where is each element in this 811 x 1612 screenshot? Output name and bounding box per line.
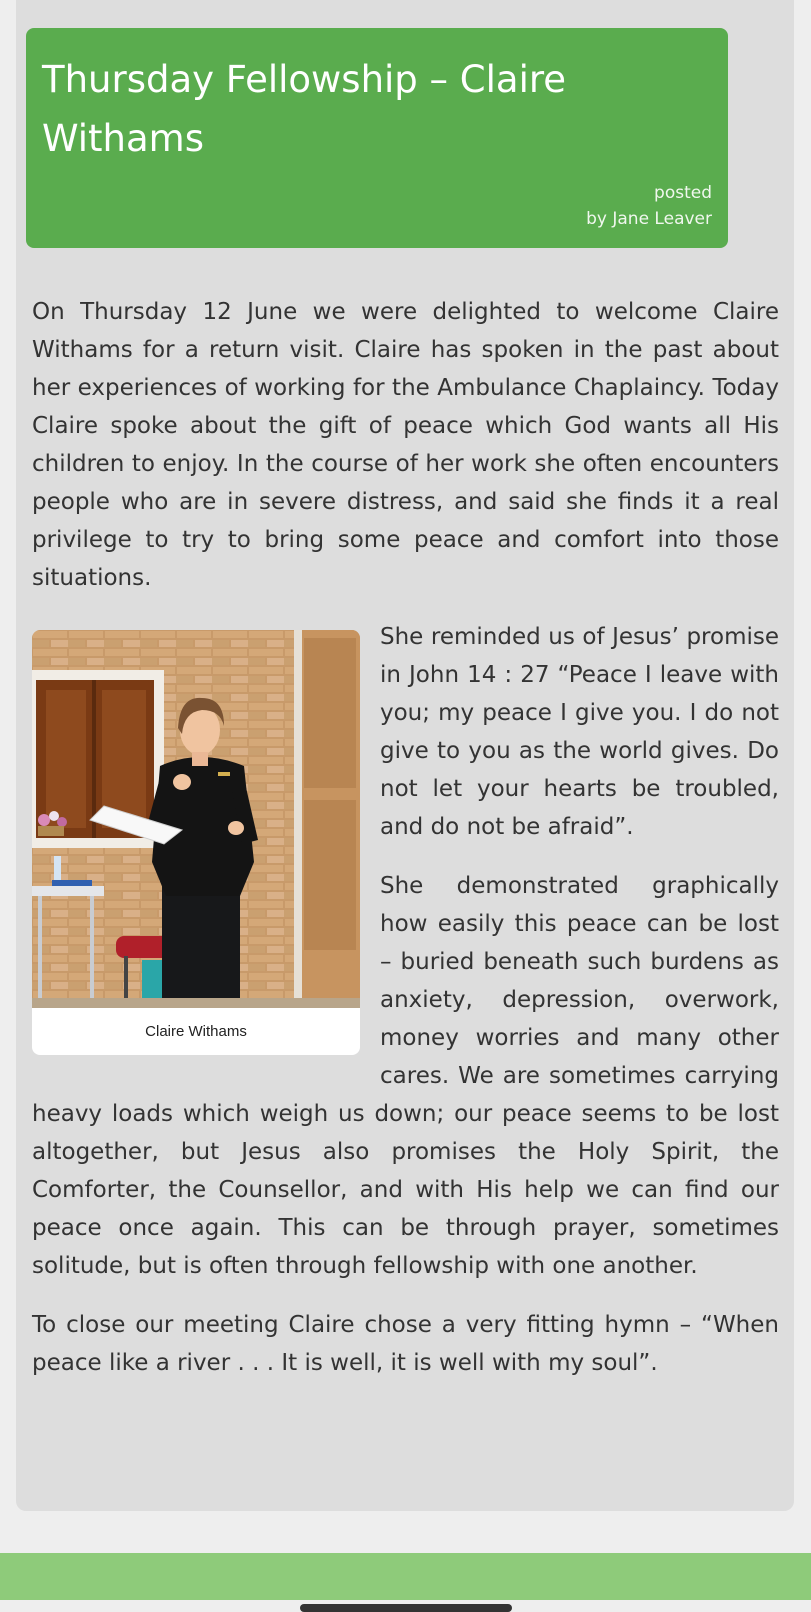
post-header (26, 28, 728, 248)
post-title: Thursday Fellowship – Claire Withams (42, 58, 567, 160)
posted-label: posted (654, 183, 712, 203)
paragraph-burdens: She demonstrated graphically how easily this peace can be lost – buried beneath such burdens as anxiety, depression, overwork, money worries and many other cares. We are sometimes carrying heavy loads which weigh us down; our peace seems to be lost altogether, but Jesus also promises the Holy Spirit, the Comforter, the Counsellor, and with His help we can find our peace once again. This can be through prayer, sometimes solitude, but is often through fellowship with one another. (32, 873, 779, 1279)
post-meta (586, 180, 712, 232)
photo-figure (32, 630, 360, 1055)
paragraph-hymn: To close our meeting Claire chose a very fitting hymn – “When peace like a river . . . It is well, it is well with my soul”. (32, 1312, 779, 1376)
post-body (32, 293, 779, 1403)
author-byline: by Jane Leaver (586, 209, 712, 229)
footer-bar (0, 1553, 811, 1600)
paragraph-intro: On Thursday 12 June we were delighted to welcome Claire Withams for a return visit. Claire has spoken in the past about her experiences of working for the Ambulance Chaplaincy. Today Claire spoke about the gift of peace which God wants all His children to enjoy. In the course of her work she often encounters people who are in severe distress, and said she finds it a real privilege to try to bring some peace and comfort into those situations. (32, 299, 779, 591)
home-indicator[interactable] (300, 1604, 512, 1612)
paragraph-promise: She reminded us of Jesus’ promise in John 14 : 27 “Peace I leave with you; my peace I give you. I do not give to you as the world gives. Do not let your hearts be troubled, and do not be afraid”. (380, 624, 779, 840)
photo-caption: Claire Withams (145, 1023, 247, 1040)
speaker-photo[interactable] (32, 630, 360, 1008)
